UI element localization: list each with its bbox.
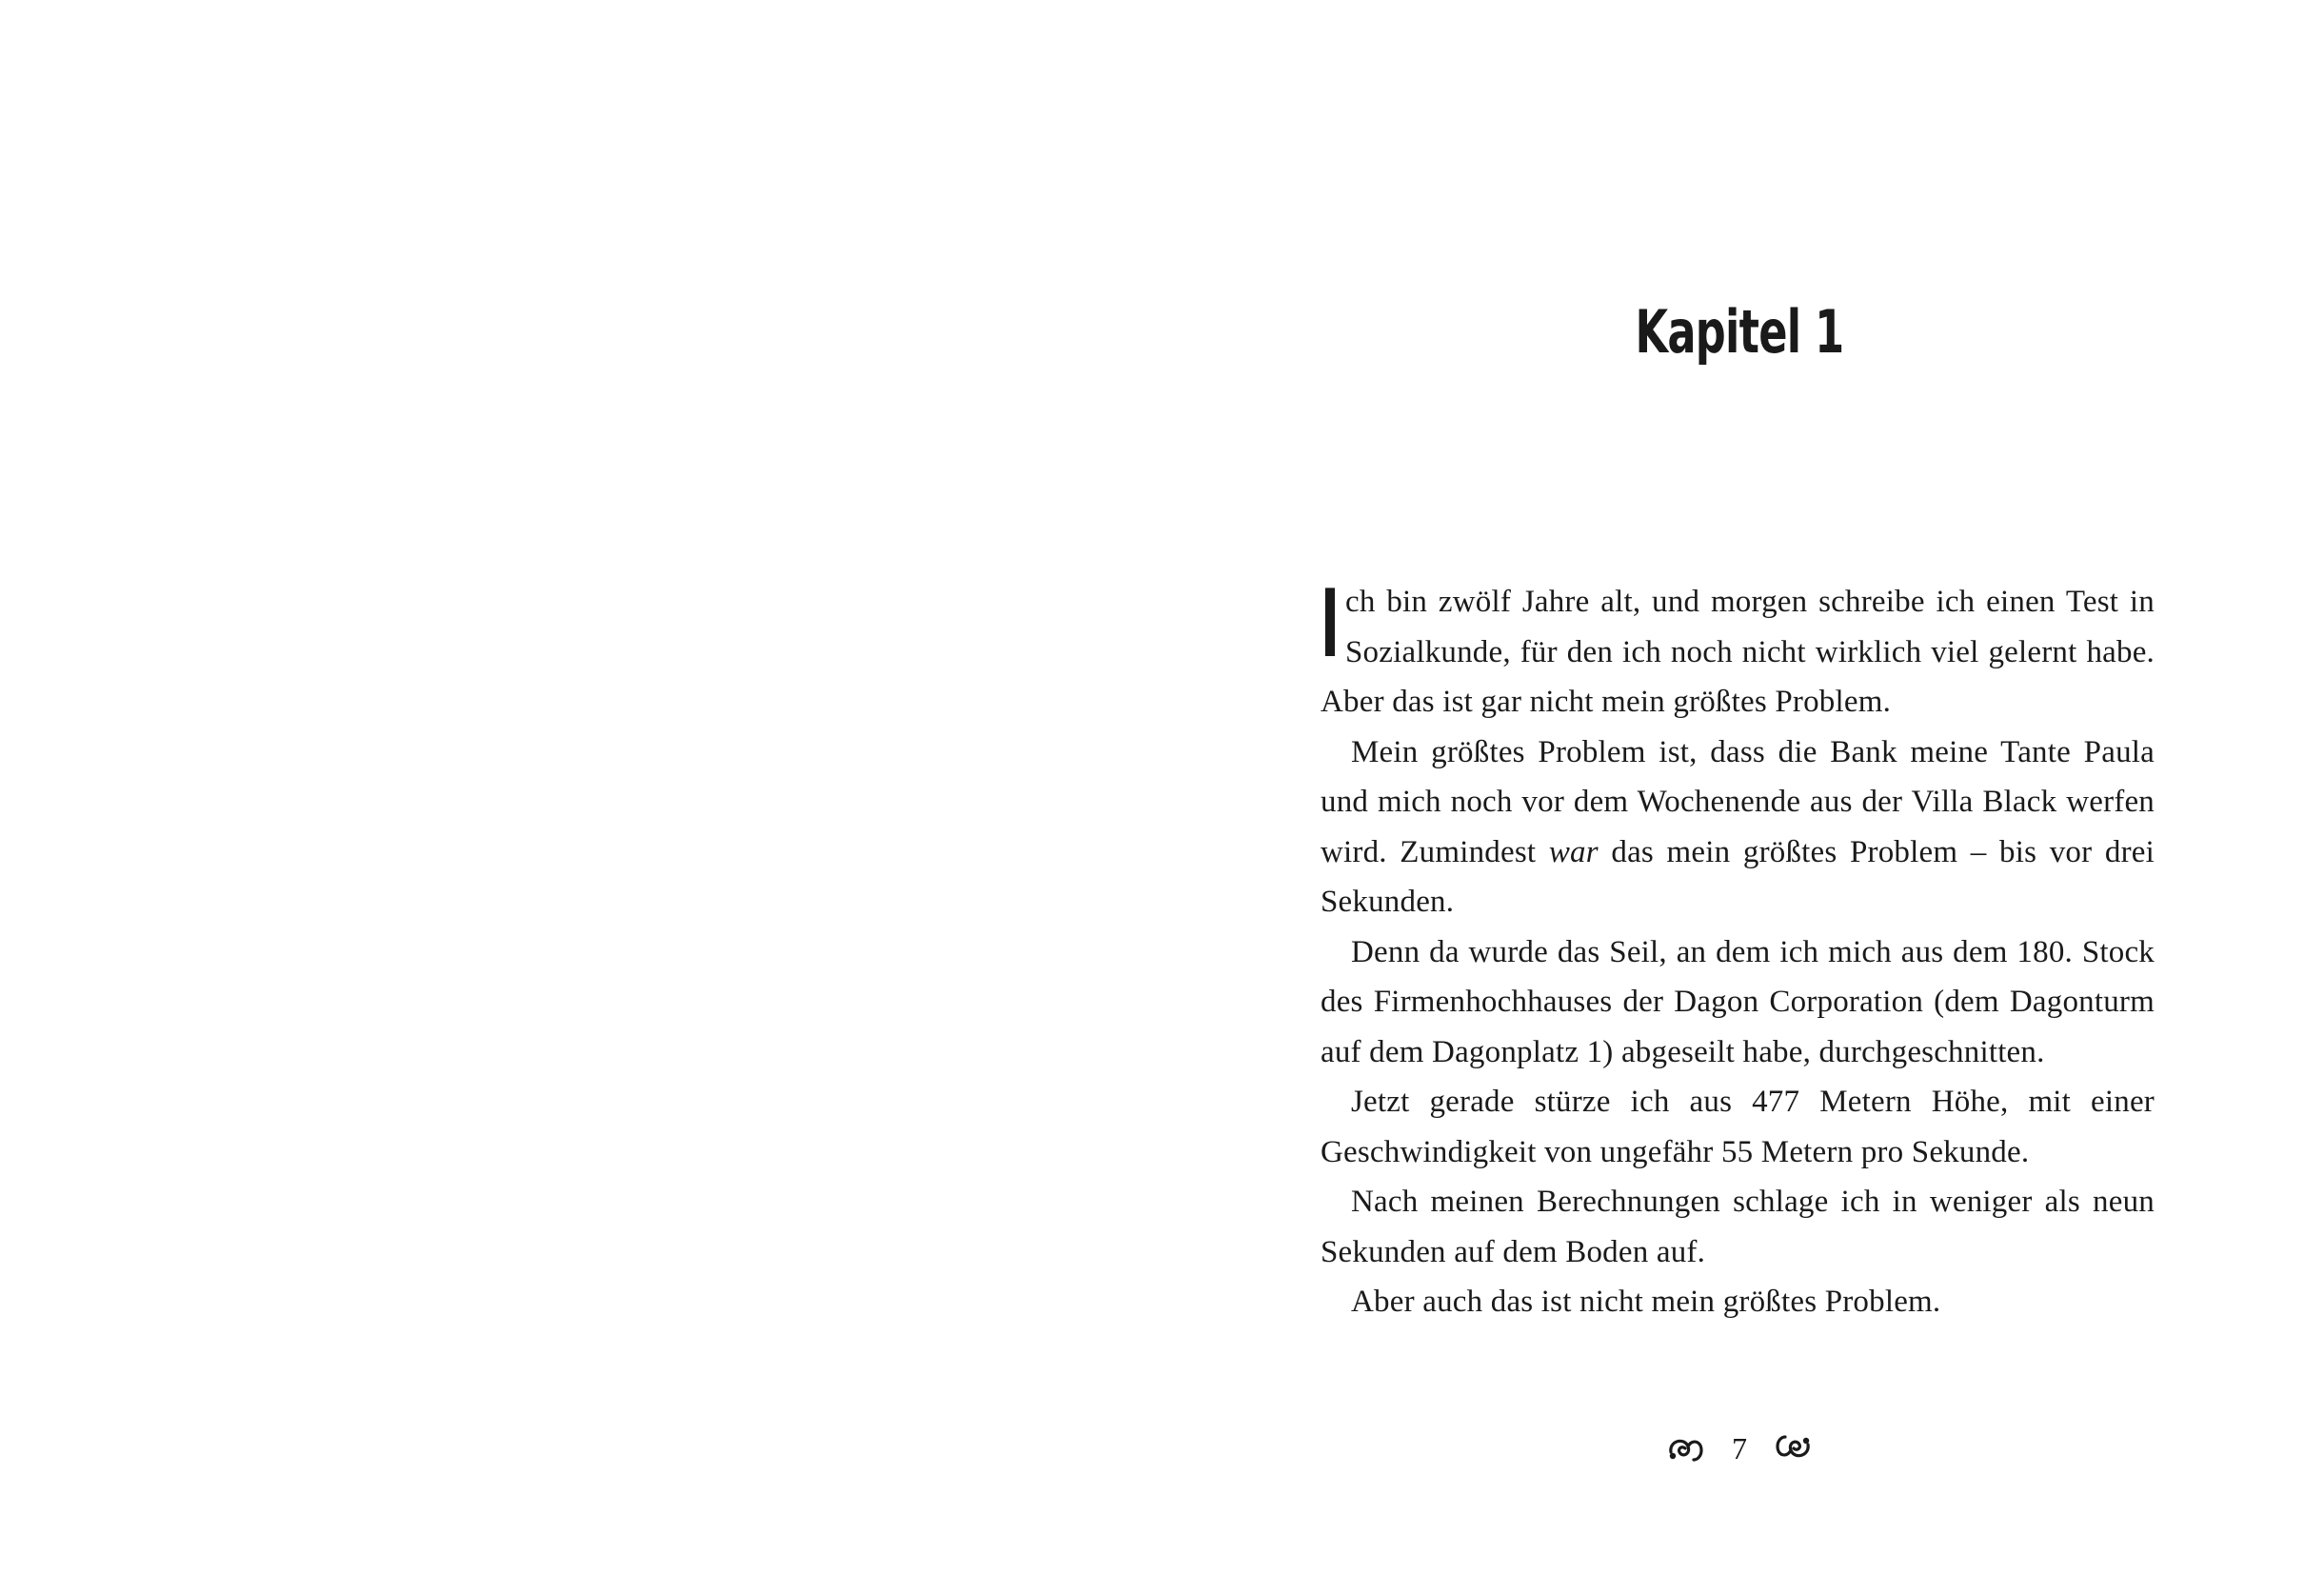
paragraph-2-text-a: Mein größtes Problem ist, dass die Bank meine Tante Paula und mich noch vor dem Wochenende aus der Villa Black werfen wird. Zumindest [1321,734,2155,869]
page-folio [1654,1425,1825,1472]
swash-ornament-icon [1665,1427,1707,1469]
paragraph-3: Denn da wurde das Seil, an dem ich mich aus dem 180. Stock des Firmenhochhauses der Dagon Corporation (dem Dagonturm auf dem Dagonplatz 1) abgeseilt habe, durchgeschnitten. [1321,934,2155,1069]
paragraph-2 [1321,728,2155,927]
chapter-title: Kapitel 1 [1635,297,1844,367]
paragraph-5: Nach meinen Berechnungen schlage ich in weniger als neun Sekunden auf dem Boden auf. [1321,1185,2155,1269]
paragraph-1-text: ch bin zwölf Jahre alt, und morgen schreibe ich einen Test in Sozialkunde, für den ich noch nicht wirklich viel gelernt habe. Aber das ist gar nicht mein größtes Problem. [1321,585,2155,719]
paragraph-6: Aber auch das ist nicht mein größtes Problem. [1351,1285,1941,1319]
paragraph-2-emphasis: war [1548,834,1599,869]
page-number: 7 [1732,1431,1747,1465]
paragraph-1 [1321,570,2155,728]
paragraph-4: Jetzt gerade stürze ich aus 477 Metern Höhe, mit einer Geschwindigkeit von ungefähr 55 Metern pro Sekunde. [1321,1085,2155,1169]
paragraph-2-text-b: das mein größtes Problem – bis vor drei Sekunden. [1321,834,2155,919]
chapter-text [1321,570,2155,1327]
drop-cap: I [1321,570,1341,679]
swash-ornament-icon [1772,1427,1814,1469]
